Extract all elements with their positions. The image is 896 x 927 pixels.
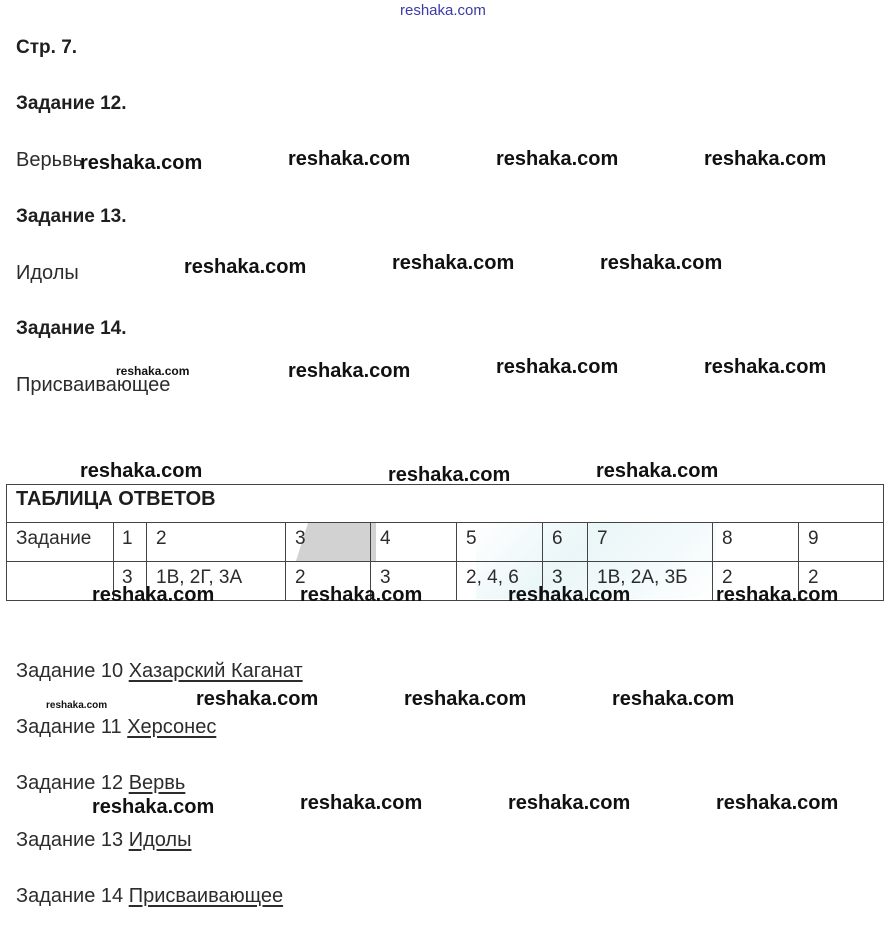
watermark: reshaka.com [80,460,203,482]
task-answer: 2 [808,567,819,588]
task-answer: 1В, 2Г, 3А [156,567,243,588]
task-number: 5 [466,528,477,549]
watermark: reshaka.com [612,688,735,710]
watermark: reshaka.com [704,148,827,170]
summary-answer-link[interactable]: Присваивающее [128,885,284,907]
task-number: 2 [156,528,167,549]
watermark: reshaka.com [392,252,515,274]
task-answer: 3 [380,567,391,588]
task-number: 9 [808,528,819,549]
summary-item [16,885,283,908]
watermark: reshaka.com [496,356,619,378]
watermark: reshaka.com [388,464,511,486]
watermark: reshaka.com [46,700,108,711]
table-header-label: Задание [16,528,92,549]
summary-answer-link[interactable]: Идолы [128,829,192,851]
page-number: Стр. 7. [16,37,78,58]
summary-label: Задание 14 [16,885,124,907]
summary-answer-link[interactable]: Хазарский Каганат [128,660,303,682]
task-14-heading: Задание 14. [16,318,127,339]
watermark: reshaka.com [288,360,411,382]
watermark: reshaka.com [508,792,631,814]
watermark: reshaka.com [716,792,839,814]
watermark: reshaka.com [704,356,827,378]
watermark: reshaka.com [184,256,307,278]
watermark: reshaka.com [404,688,527,710]
watermark: reshaka.com [288,148,411,170]
watermark: reshaka.com [300,584,423,606]
summary-label: Задание 12 [16,772,124,794]
task-number: 7 [597,528,608,549]
task-number: 3 [295,528,306,549]
summary-label: Задание 11 [16,716,122,738]
watermark: reshaka.com [116,364,190,378]
task-answer: 2 [722,567,733,588]
task-answer: 1В, 2А, 3Б [597,567,688,588]
watermark: reshaka.com [80,152,203,174]
watermark: reshaka.com [92,584,215,606]
task-13-heading: Задание 13. [16,206,127,227]
task-answer: 2 [295,567,306,588]
task-number: 6 [552,528,563,549]
watermark: reshaka.com [300,792,423,814]
summary-item [16,660,303,683]
watermark: reshaka.com [600,252,723,274]
watermark: reshaka.com [508,584,631,606]
watermark: reshaka.com [92,796,215,818]
summary-item [16,716,216,739]
site-link[interactable]: reshaka.com [400,2,486,19]
summary-answer-link[interactable]: Херсонес [127,716,217,738]
task-answer: 2, 4, 6 [466,567,519,588]
task-12-heading: Задание 12. [16,93,127,114]
watermark: reshaka.com [596,460,719,482]
task-14-answer: Присваивающее [16,374,171,396]
task-number: 1 [122,528,133,549]
task-number: 8 [722,528,733,549]
task-answer: 3 [122,567,133,588]
summary-label: Задание 10 [16,660,124,682]
watermark: reshaka.com [716,584,839,606]
watermark: reshaka.com [196,688,319,710]
summary-answer-link[interactable]: Вервь [128,772,186,794]
task-12-answer: Верьвь [16,149,84,171]
summary-item [16,829,191,852]
summary-item [16,772,185,795]
task-13-answer: Идолы [16,262,79,284]
table-title: ТАБЛИЦА ОТВЕТОВ [16,488,216,510]
task-number: 4 [380,528,391,549]
watermark: reshaka.com [496,148,619,170]
task-answer: 3 [552,567,563,588]
summary-label: Задание 13 [16,829,124,851]
